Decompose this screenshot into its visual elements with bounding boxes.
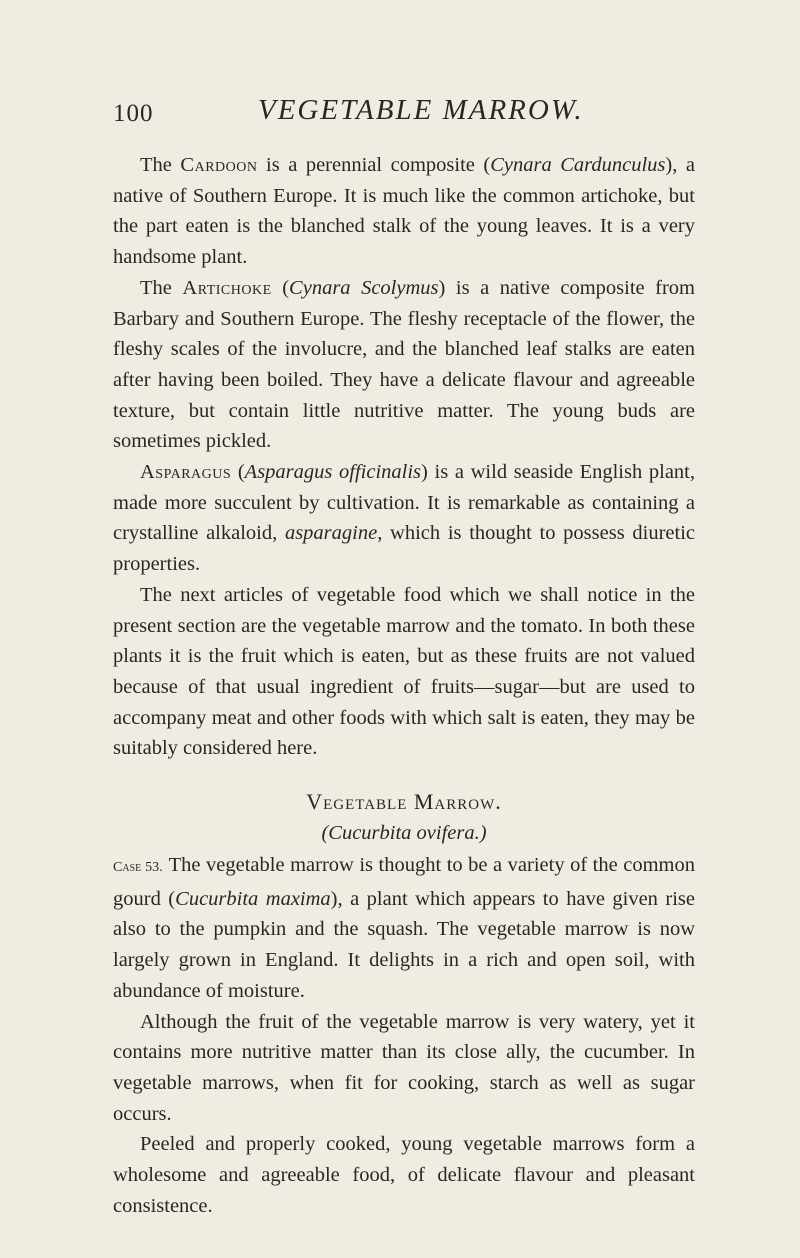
paragraph-asparagus: Asparagus (Asparagus officinalis) is a wild seaside English plant, made more succulent by cultivation. It is remarkable as containing a crystalline alkaloid, asparagine, which is thought to possess diuretic properties. <box>113 461 696 576</box>
body-text <box>113 150 695 1222</box>
paragraph-introduction: The next articles of vegetable food which we shall notice in the present section are the vegetable marrow and the tomato. In both these plants it is the fruit which is eaten, but as these fruits are not valued because of that usual ingredient of fruits—sugar—but are used to accompany meat and other foods with which salt is eaten, they may be suitably considered here. <box>113 583 695 760</box>
page-number: 100 <box>113 100 154 127</box>
latin-name: asparagine <box>284 522 378 545</box>
section-title: Vegetable Marrow. <box>306 789 502 815</box>
paragraph-artichoke: The Artichoke (Cynara Scolymus) is a native composite from Barbary and Southern Europe. The fleshy receptacle of the flower, the fleshy scales of the involucre, and the blanched leaf stalks are eaten after having been boiled. They have a delicate flavour and agreeable texture, but contain little nutritive matter. The young buds are sometimes pickled. <box>113 276 695 453</box>
latin-name: Cynara Cardunculus <box>490 154 666 176</box>
latin-name: Cynara Scolymus <box>289 276 439 299</box>
page-header <box>0 92 800 136</box>
term-cardoon: Cardoon <box>180 154 258 176</box>
paragraph-cardoon: The Cardoon is a perennial composite (Cynara Cardunculus), a native of Southern Europe. It is much like the common artichoke, but the part eaten is the blanched stalk of the young leaves. It is a very handsome plant. <box>113 154 695 269</box>
section-subtitle: (Cucurbita ovifera.) <box>321 822 487 845</box>
paragraph-cooking: Peeled and properly cooked, young vegetable marrows form a wholesome and agreeable food, of delicate flavour and pleasant consistence. <box>113 1133 695 1217</box>
case-label: Case 53. <box>113 860 163 876</box>
running-head: VEGETABLE MARROW. <box>258 94 584 126</box>
latin-name: Asparagus officinalis <box>244 461 422 484</box>
paragraph-nutrition: Although the fruit of the vegetable marrow is very watery, yet it contains more nutritive matter than its close ally, the cucumber. In vegetable marrows, when fit for cooking, starch as well as sugar occurs. <box>113 1010 695 1125</box>
latin-name: Cucurbita maxima <box>175 887 331 910</box>
term-asparagus: Asparagus <box>140 461 232 484</box>
term-artichoke: Artichoke <box>182 276 272 299</box>
paragraph-case-53: Case 53. The vegetable marrow is thought to be a variety of the common gourd (Cucurbita maxima), a plant which appears to have given rise also to the pumpkin and the squash. The vegetable marrow is now largely grown in England. It delights in a rich and open soil, with abundance of moisture. <box>113 854 696 1002</box>
